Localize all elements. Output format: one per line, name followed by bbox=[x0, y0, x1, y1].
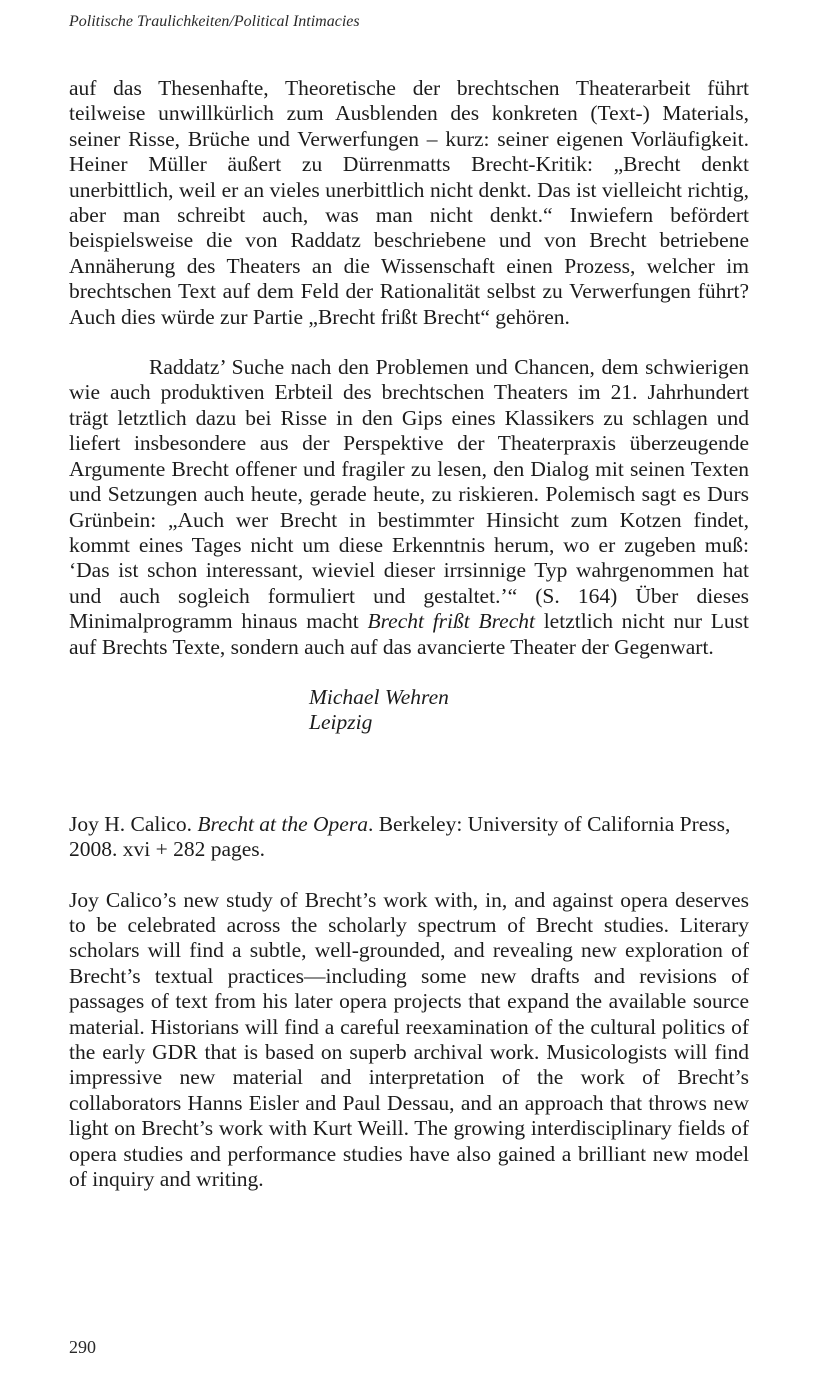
reviewer-signature bbox=[69, 685, 749, 736]
review1-paragraph-1: auf das Thesenhafte, Theoretische der brechtschen Theaterarbeit führt teilweise unwillkürlich zum Ausblenden des konkreten (Text-) Materials, seiner Risse, Brüche und Verwerfungen – kurz: seiner eigenen Vorläufigkeit. Heiner Müller äußert zu Dürrenmatts Brecht-Kritik: „Brecht denkt unerbittlich, weil er an vieles unerbittlich nicht denkt. Das ist vielleicht richtig, aber man schreibt auch, was man nicht denkt.“ Inwiefern befördert beispielsweise die von Raddatz beschriebene und von Brecht betriebene Annäherung des Theaters an die Wissenschaft einen Prozess, welcher im brechtschen Text auf dem Feld der Rationalität selbst zu Verwerfungen führt? Auch dies würde zur Partie „Brecht frißt Brecht“ gehören. bbox=[69, 76, 749, 329]
reviewer-name: Michael Wehren bbox=[309, 684, 449, 709]
book-title-inline: Brecht frißt Brecht bbox=[367, 609, 535, 634]
citation-publication: . Berkeley: University of California Press, 2008. xvi + 282 pages. bbox=[69, 811, 731, 862]
running-title: Politische Traulichkeiten/Political Intimacies bbox=[69, 13, 360, 30]
reviewer-city: Leipzig bbox=[309, 710, 373, 735]
citation-title: Brecht at the Opera bbox=[197, 811, 368, 836]
citation-author: Joy H. Calico. bbox=[69, 811, 193, 836]
page-number: 290 bbox=[69, 1337, 96, 1357]
review1-paragraph-2-text-b: letztlich nicht nur Lust auf Brechts Texte, sondern auch auf das avancierte Theater der Gegenwart. bbox=[69, 609, 750, 659]
page-body bbox=[69, 76, 749, 1192]
review1-paragraph-2 bbox=[69, 355, 749, 660]
book-citation bbox=[69, 812, 749, 863]
review2-paragraph-1: Joy Calico’s new study of Brecht’s work with, in, and against opera deserves to be celebrated across the scholarly spectrum of Brecht studies. Literary scholars will find a subtle, well-grounded, and revealing new exploration of Brecht’s textual practices—including some new drafts and revisions of passages of text from his later opera projects that expand the available source material. Historians will find a careful reexamination of the cultural politics of the early GDR that is based on superb archival work. Musicologists will find impressive new material and interpretation of the work of Brecht’s collaborators Hanns Eisler and Paul Dessau, and an approach that throws new light on Brecht’s work with Kurt Weill. The growing interdisciplinary fields of opera studies and performance studies have also gained a brilliant new model of inquiry and writing. bbox=[69, 887, 749, 1192]
review1-paragraph-2-text-a: Raddatz’ Suche nach den Problemen und Chancen, dem schwierigen wie auch produktiven Erbteil des brechtschen Theaters im 21. Jahrhundert trägt letztlich dazu bei Risse in den Gips eines Klassikers zu schlagen und liefert insbesondere aus der Perspektive der Theaterpraxis überzeugende Argumente Brecht offener und fragiler zu lesen, den Dialog mit seinen Texten und Setzungen auch heute, gerade heute, zu riskieren. Polemisch sagt es Durs Grünbein: „Auch wer Brecht in bestimmter Hinsicht zum Kotzen findet, kommt eines Tages nicht um diese Erkenntnis herum, wo er zugeben muß: ‘Das ist schon interessant, wieviel dieser irrsinnige Typ wahrgenommen hat und auch sogleich formuliert und gestaltet.’“ (S. 164) Über dieses Minimalprogramm hinaus macht bbox=[69, 355, 749, 634]
